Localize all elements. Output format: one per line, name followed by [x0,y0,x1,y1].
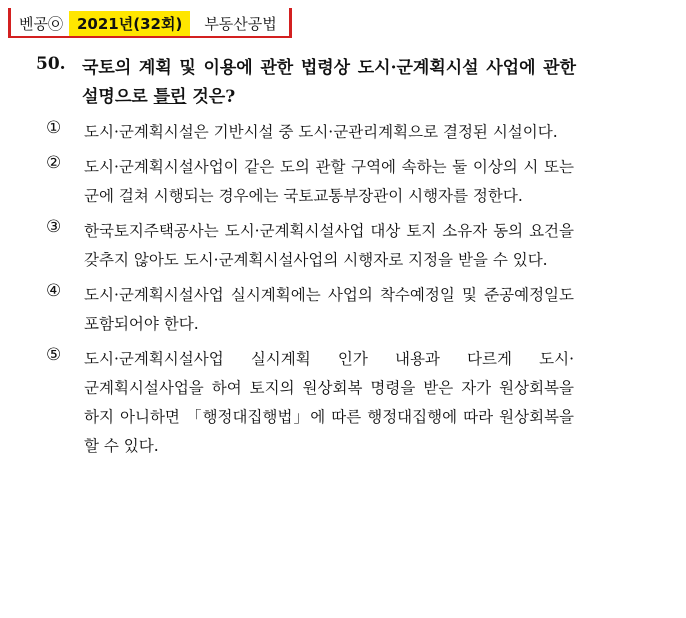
option-text: 한국토지주택공사는 도시·군계획시설사업 대상 토지 소유자 동의 요건을 갖추지 않아도 도시·군계획시설사업의 시행자로 지정을 받을 수 있다. [84,222,574,269]
header-year: 2021년(32회) [69,11,190,36]
option-marker: ③ [46,217,62,237]
option-marker: ① [46,118,62,138]
question-text-before: 국토의 계획 및 이용에 관한 법령상 도시·군계획시설 사업에 관한 설명으로 [82,58,576,107]
option-text: 도시·군계획시설은 기반시설 중 도시·군관리계획으로 결정된 시설이다. [84,123,558,141]
option-text: 도시·군계획시설사업 실시계획에는 사업의 착수예정일 및 준공예정일도 포함되어야 한다. [84,286,574,333]
option-2[interactable] [46,153,574,211]
question-text [82,54,576,112]
header-source: 벤공㉧ [19,15,63,33]
option-marker: ⑤ [46,345,62,365]
option-5[interactable] [46,345,574,461]
option-3[interactable] [46,217,574,275]
exam-header [8,8,292,38]
option-text: 도시·군계획시설사업 실시계획 인가 내용과 다르게 도시·군계획시설사업을 하여 토지의 원상회복 명령을 받은 자가 원상회복을 하지 아니하면 「행정대집행법」에 따른 행정대집행에 따라 원상회복을 할 수 있다. [84,350,574,455]
option-4[interactable] [46,281,574,339]
question-number: 50. [36,54,66,74]
option-marker: ② [46,153,62,173]
header-underline [8,36,292,38]
option-marker: ④ [46,281,62,301]
header-right-bar [289,8,292,38]
option-text: 도시·군계획시설사업이 같은 도의 관할 구역에 속하는 둘 이상의 시 또는 군에 걸쳐 시행되는 경우에는 국토교통부장관이 시행자를 정한다. [84,158,574,205]
option-1[interactable] [46,118,574,147]
answer-options [46,118,574,467]
question-text-emph: 틀린 [153,87,187,107]
question [36,54,576,112]
header-subject: 부동산공법 [204,15,277,33]
question-text-after: 것은? [186,87,236,107]
